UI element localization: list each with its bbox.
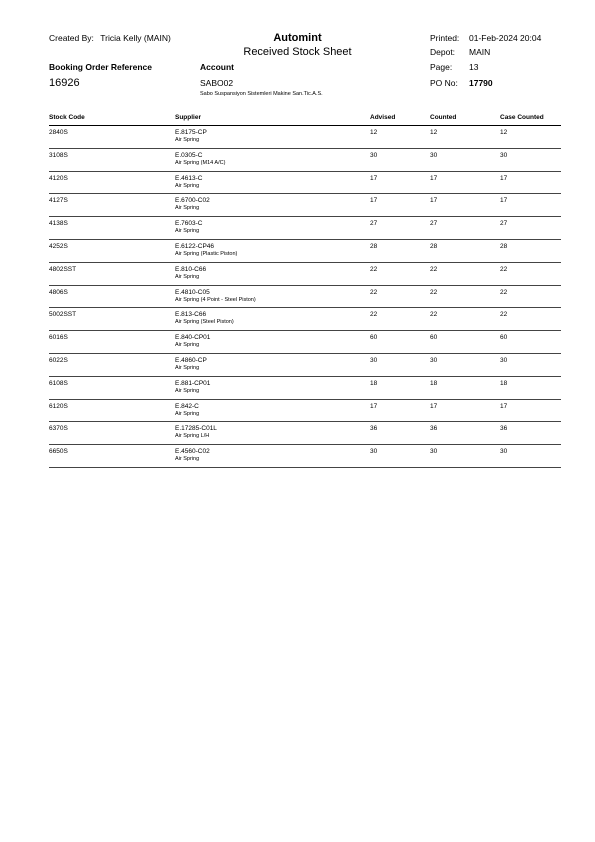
supplier-cell: E.4810-C05 — [175, 288, 210, 296]
counted-cell: 27 — [430, 220, 438, 228]
account-name: Sabo Suspansiyon Sistemleri Makine San.Tic.A.S. — [200, 91, 323, 97]
col-stock-code: Stock Code — [49, 114, 85, 121]
advised-cell: 12 — [370, 129, 378, 136]
case-counted-cell: 30 — [500, 151, 508, 159]
depot-label: Depot: — [430, 47, 456, 57]
supplier-cell: E.842-C — [175, 402, 199, 410]
table-row — [49, 126, 561, 149]
table-row — [49, 400, 561, 423]
printed-label: Printed: — [430, 33, 460, 43]
case-counted-cell: 12 — [500, 129, 508, 136]
report-subtitle: Received Stock Sheet — [243, 46, 352, 58]
case-counted-cell: 22 — [500, 288, 508, 296]
supplier-cell: E.0305-C — [175, 151, 203, 159]
counted-cell: 30 — [430, 356, 438, 364]
stock-code-cell: 6022S — [49, 356, 68, 364]
description-cell: Air Spring L/H — [175, 433, 210, 440]
counted-cell: 30 — [430, 448, 438, 456]
case-counted-cell: 30 — [500, 356, 508, 364]
advised-cell: 60 — [370, 334, 378, 342]
counted-cell: 12 — [430, 129, 438, 136]
col-case-counted: Case Counted — [500, 114, 544, 121]
case-counted-cell: 36 — [500, 425, 508, 433]
table-row — [49, 354, 561, 377]
col-supplier: Supplier — [175, 114, 202, 121]
table-row — [49, 172, 561, 195]
counted-cell: 30 — [430, 151, 438, 159]
description-cell: Air Spring — [175, 205, 200, 212]
description-cell: Air Spring — [175, 342, 200, 349]
stock-code-cell: 4120S — [49, 174, 68, 182]
description-cell: Air Spring — [175, 364, 200, 371]
description-cell: Air Spring — [175, 410, 200, 417]
case-counted-cell: 17 — [500, 197, 508, 205]
stock-table — [49, 114, 561, 468]
account-label: Account — [200, 62, 234, 72]
advised-cell: 30 — [370, 448, 378, 456]
counted-cell: 28 — [430, 242, 438, 250]
description-cell: Air Spring — [175, 387, 200, 394]
description-cell: Air Spring — [175, 456, 200, 463]
case-counted-cell: 22 — [500, 265, 508, 273]
supplier-cell: E.17285-C01L — [175, 425, 217, 433]
advised-cell: 18 — [370, 379, 378, 387]
advised-cell: 28 — [370, 242, 378, 250]
counted-cell: 22 — [430, 311, 438, 319]
page-label: Page: — [430, 62, 453, 72]
table-row — [49, 445, 561, 468]
page-value: 13 — [469, 62, 479, 72]
case-counted-cell: 17 — [500, 174, 508, 182]
printed-value: 01-Feb-2024 20:04 — [469, 33, 542, 43]
depot-value: MAIN — [469, 47, 491, 57]
case-counted-cell: 60 — [500, 334, 508, 342]
supplier-cell: E.6122-CP46 — [175, 242, 215, 250]
stock-code-cell: 3108S — [49, 151, 68, 159]
table-row — [49, 217, 561, 240]
po-value: 17790 — [469, 78, 493, 88]
stock-code-cell: 6370S — [49, 425, 68, 433]
case-counted-cell: 28 — [500, 242, 508, 250]
counted-cell: 17 — [430, 197, 438, 205]
supplier-cell: E.8175-CP — [175, 129, 207, 136]
advised-cell: 30 — [370, 356, 378, 364]
supplier-cell: E.840-CP01 — [175, 334, 211, 342]
stock-code-cell: 2840S — [49, 129, 68, 136]
booking-ref-label: Booking Order Reference — [49, 62, 152, 72]
table-row — [49, 240, 561, 263]
stock-code-cell: 5002SST — [49, 311, 77, 319]
supplier-cell: E.4560-C02 — [175, 448, 210, 456]
created-by-label: Created By: — [49, 33, 94, 43]
table-header — [49, 114, 561, 126]
table-row — [49, 263, 561, 286]
description-cell: Air Spring — [175, 137, 200, 143]
supplier-cell: E.4860-CP — [175, 356, 207, 364]
case-counted-cell: 17 — [500, 402, 508, 410]
report-title: Automint — [273, 32, 322, 44]
table-row — [49, 286, 561, 309]
supplier-cell: E.881-CP01 — [175, 379, 211, 387]
stock-code-cell: 4252S — [49, 242, 68, 250]
counted-cell: 22 — [430, 265, 438, 273]
stock-code-cell: 4802SST — [49, 265, 77, 273]
description-cell: Air Spring — [175, 182, 200, 189]
table-row — [49, 331, 561, 354]
description-cell: Air Spring (4 Point - Steel Piston) — [175, 296, 256, 303]
description-cell: Air Spring — [175, 228, 200, 235]
stock-code-cell: 4138S — [49, 220, 68, 228]
stock-code-cell: 4127S — [49, 197, 68, 205]
counted-cell: 18 — [430, 379, 438, 387]
advised-cell: 22 — [370, 311, 378, 319]
supplier-cell: E.6700-C02 — [175, 197, 210, 205]
counted-cell: 17 — [430, 402, 438, 410]
supplier-cell: E.810-C66 — [175, 265, 207, 273]
table-row — [49, 194, 561, 217]
stock-code-cell: 4806S — [49, 288, 68, 296]
stock-code-cell: 6120S — [49, 402, 68, 410]
case-counted-cell: 18 — [500, 379, 508, 387]
description-cell: Air Spring (M14 A/C) — [175, 159, 226, 166]
advised-cell: 22 — [370, 288, 378, 296]
counted-cell: 36 — [430, 425, 438, 433]
table-row — [49, 377, 561, 400]
advised-cell: 22 — [370, 265, 378, 273]
description-cell: Air Spring (Plastic Piston) — [175, 250, 238, 257]
advised-cell: 30 — [370, 151, 378, 159]
counted-cell: 60 — [430, 334, 438, 342]
col-counted: Counted — [430, 114, 457, 121]
account-value: SABO02 — [200, 78, 234, 88]
advised-cell: 17 — [370, 174, 378, 182]
stock-code-cell: 6108S — [49, 379, 68, 387]
table-row — [49, 308, 561, 331]
supplier-cell: E.813-C66 — [175, 311, 207, 319]
col-advised: Advised — [370, 114, 396, 121]
supplier-cell: E.7603-C — [175, 220, 203, 228]
stock-code-cell: 6650S — [49, 448, 68, 456]
case-counted-cell: 22 — [500, 311, 508, 319]
supplier-cell: E.4613-C — [175, 174, 203, 182]
po-label: PO No: — [430, 78, 458, 88]
description-cell: Air Spring — [175, 273, 200, 280]
counted-cell: 17 — [430, 174, 438, 182]
table-body — [49, 126, 561, 468]
case-counted-cell: 27 — [500, 220, 508, 228]
case-counted-cell: 30 — [500, 448, 508, 456]
advised-cell: 17 — [370, 197, 378, 205]
advised-cell: 27 — [370, 220, 378, 228]
advised-cell: 36 — [370, 425, 378, 433]
counted-cell: 22 — [430, 288, 438, 296]
stock-code-cell: 6016S — [49, 334, 68, 342]
table-row — [49, 149, 561, 172]
advised-cell: 17 — [370, 402, 378, 410]
description-cell: Air Spring (Steel Piston) — [175, 319, 234, 326]
table-row — [49, 422, 561, 445]
created-by-value: Tricia Kelly (MAIN) — [100, 33, 171, 43]
booking-ref-value: 16926 — [49, 77, 80, 89]
